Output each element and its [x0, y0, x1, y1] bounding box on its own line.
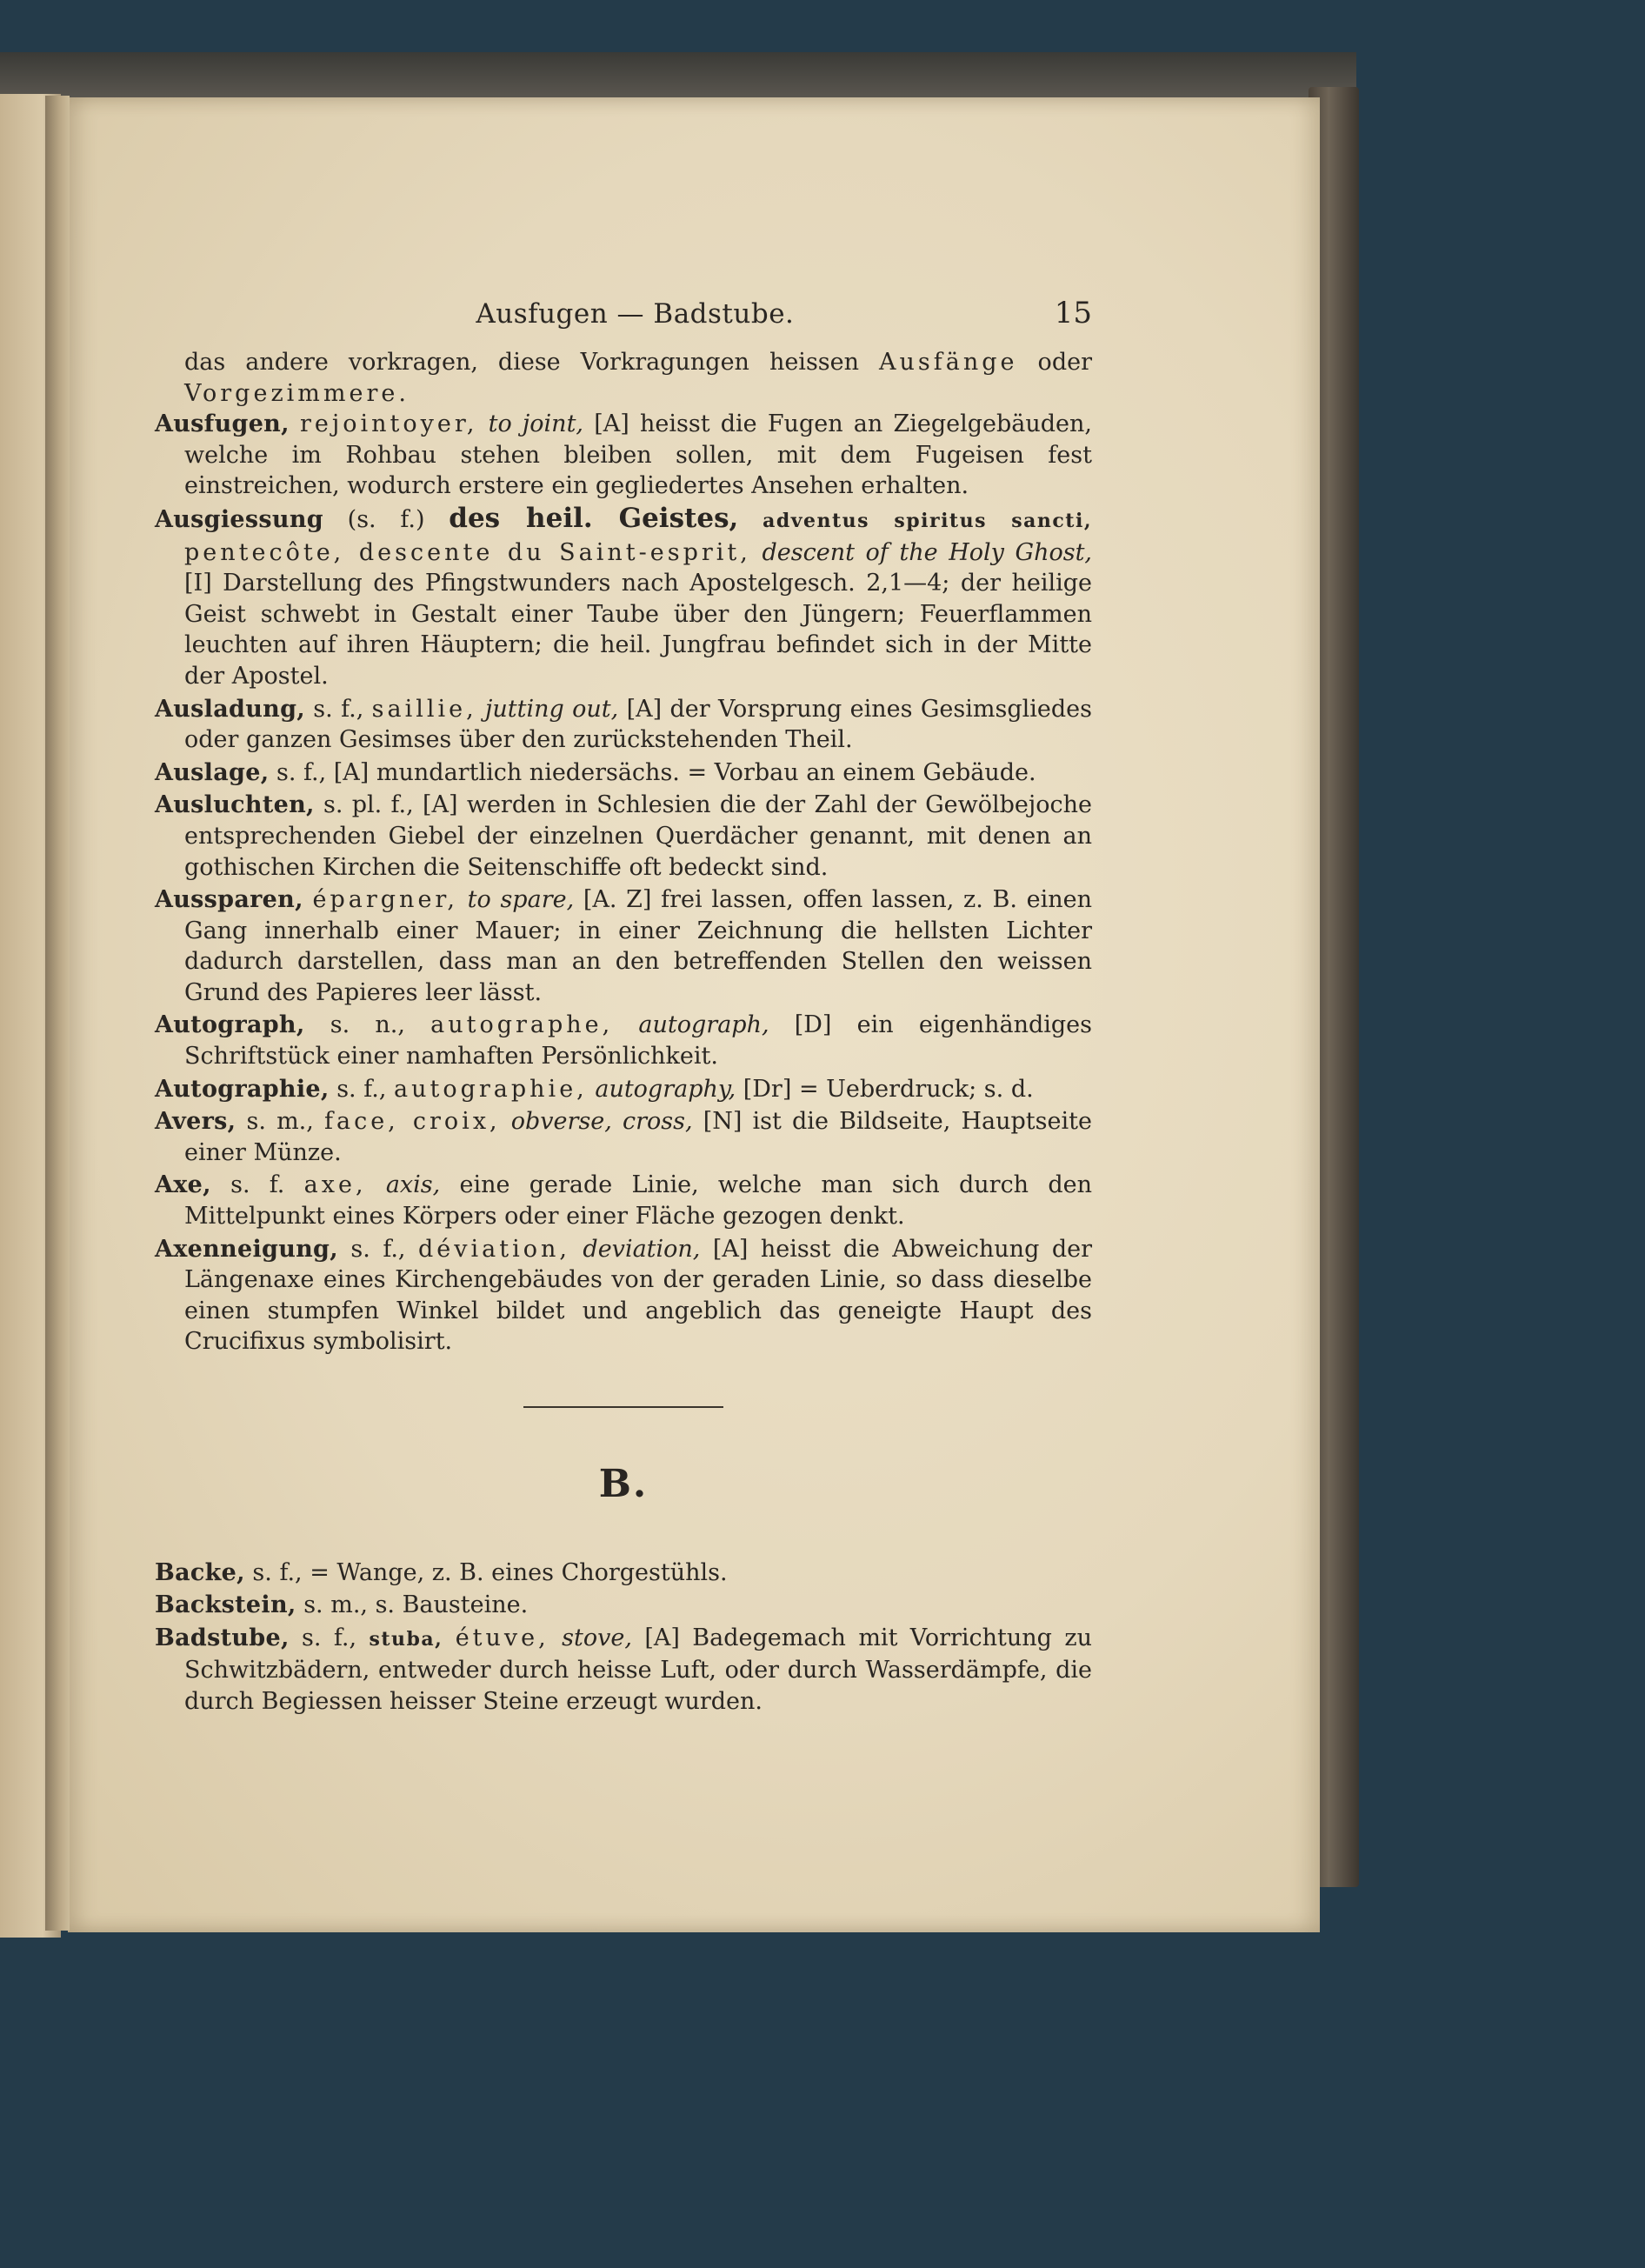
- entry-avers: Avers, s. m., face, croix, obverse, cross, [N] ist die Bildseite, Hauptseite einer Münze.: [155, 1108, 1092, 1166]
- entry-autograph: Autograph, s. n., autographe, autograph, [D] ein eigenhändiges Schriftstück einer namhaften Persönlichkeit.: [155, 1011, 1092, 1071]
- entry-ausluchten: Ausluchten, s. pl. f., [A] werden in Schlesien die der Zahl der Gewölbejoche entsprechenden Giebel der einzelnen Querdächer genannt, mit denen an gothischen Kirchen die Seitenschiffe oft bedeckt sind.: [155, 791, 1092, 881]
- headword: Ausgiessung: [155, 505, 323, 533]
- running-head: [155, 296, 1092, 331]
- entry-axenneigung: Axenneigung, s. f., déviation, deviation, [A] heisst die Abweichung der Längenaxe eines Kirchengebäudes von der geraden Linie, so dass dieselbe einen stumpfen Winkel bildet und angeblich das geneigte Haupt des Crucifixus symbolisirt.: [155, 1235, 1092, 1356]
- headword: Aussparen,: [155, 886, 303, 914]
- headword: Autograph,: [155, 1011, 305, 1039]
- entry-ausgiessung: Ausgiessung (s. f.) des heil. Geistes, adventus spiritus sancti, pentecôte, descente du Saint-esprit, descent of the Holy Ghost, [I] Darstellung des Pfingstwunders nach Apostelgesch. 2,1—4; der heilige Geist schwebt in Gestalt einer Taube über den Jüngern; Feuerflammen leuchten auf ihren Häuptern; die heil. Jungfrau befindet sich in der Mitte der Apostel.: [155, 502, 1092, 690]
- headword: Badstube,: [155, 1624, 290, 1651]
- headword: Ausladung,: [155, 695, 305, 723]
- headword: Backe,: [155, 1558, 245, 1586]
- headword: Auslage,: [155, 758, 270, 786]
- page-number: 15: [1054, 296, 1092, 330]
- continued-entry: das andere vorkragen, diese Vorkragungen heissen Ausfänge oder Vorgezimmere.: [184, 349, 1092, 407]
- page-text: [155, 296, 1092, 1719]
- headword: Autographie,: [155, 1075, 330, 1103]
- page-gutter: [45, 96, 70, 1931]
- headword: Axenneigung,: [155, 1235, 338, 1263]
- entry-auslage: Auslage, s. f., [A] mundartlich niedersächs. = Vorbau an einem Gebäude.: [155, 758, 1036, 786]
- entry-backe: Backe, s. f., = Wange, z. B. eines Chorgestühls.: [155, 1558, 728, 1586]
- entry-ausladung: Ausladung, s. f., saillie, jutting out, [A] der Vorsprung eines Gesimsgliedes oder ganzen Gesimses über den zurückstehenden Theil.: [155, 695, 1092, 754]
- entry-ausfugen: Ausfugen, rejointoyer, to joint, [A] heisst die Fugen an Ziegelgebäuden, welche im Rohbau stehen bleiben sollen, mit dem Fugeisen fest einstreichen, wodurch erstere ein gegliedertes Ansehen erhalten.: [155, 410, 1092, 500]
- section-divider: [523, 1406, 723, 1408]
- headword: Avers,: [155, 1108, 236, 1136]
- entry-aussparen: Aussparen, épargner, to spare, [A. Z] frei lassen, offen lassen, z. B. einen Gang innerhalb einer Mauer; in einer Zeichnung die hellsten Lichter dadurch darstellen, dass man an den betreffenden Stellen den weissen Grund des Papieres leer lässt.: [155, 886, 1092, 1006]
- section-letter: B.: [598, 1462, 649, 1506]
- entry-axe: Axe, s. f. axe, axis, eine gerade Linie, welche man sich durch den Mittelpunkt eines Körpers oder einer Fläche gezogen denkt.: [155, 1171, 1092, 1231]
- running-title: Ausfugen — Badstube.: [476, 298, 795, 330]
- headword: Backstein,: [155, 1591, 296, 1619]
- headword: Axe,: [155, 1171, 211, 1199]
- entry-autographie: Autographie, s. f., autographie, autography, [Dr] = Ueberdruck; s. d.: [155, 1075, 1034, 1103]
- headword: Ausfugen,: [155, 410, 290, 438]
- headword: Ausluchten,: [155, 791, 315, 819]
- entry-backstein: Backstein, s. m., s. Bausteine.: [155, 1591, 529, 1619]
- entry-badstube: Badstube, s. f., stuba, étuve, stove, [A] Badegemach mit Vorrichtung zu Schwitzbädern, entweder durch heisse Luft, oder durch Wasserdämpfe, die durch Begiessen heisser Steine erzeugt wurden.: [155, 1624, 1092, 1715]
